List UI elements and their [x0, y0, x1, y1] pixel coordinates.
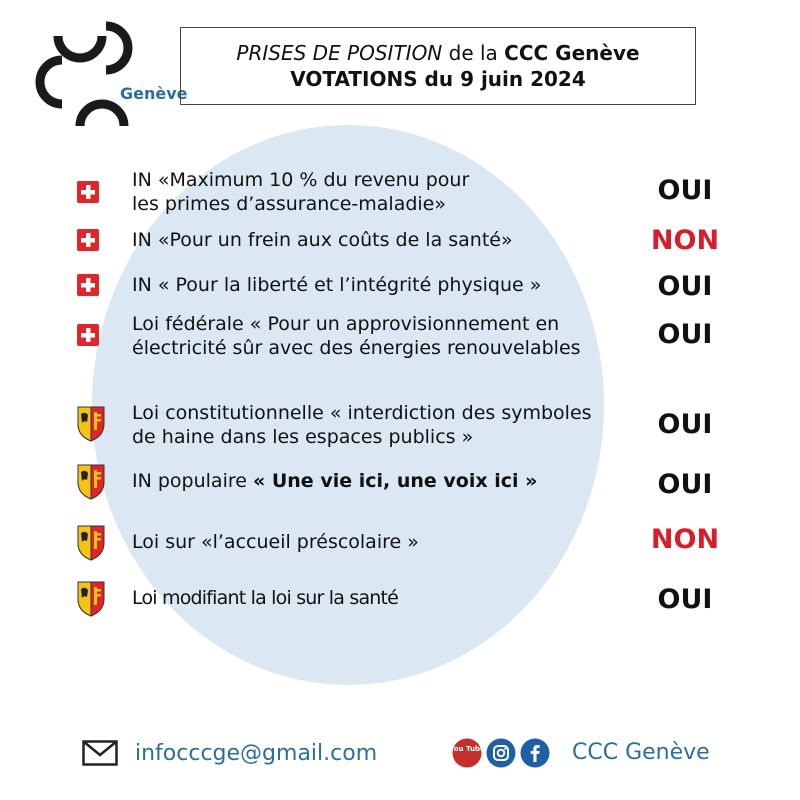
swiss-flag-icon — [77, 324, 99, 346]
item-text-prefix: IN populaire — [132, 470, 253, 492]
item-text-line1: IN «Pour un frein aux coûts de la santé» — [132, 229, 513, 251]
item-text-line1: IN « Pour la liberté et l’intégrité physique » — [132, 274, 542, 296]
item-text-line1: Loi modifiant la loi sur la santé — [132, 587, 399, 609]
item-text — [132, 273, 541, 297]
header-title — [181, 40, 695, 66]
item-text — [132, 586, 398, 610]
item-text — [132, 168, 469, 216]
item-text-line1: Loi fédérale « Pour un approvisionnement en — [132, 313, 560, 335]
vote-badge: OUI — [657, 584, 713, 615]
contact-email-link[interactable]: infocccge@gmail.com — [135, 741, 378, 766]
header-title-italic: PRISES DE POSITION — [236, 41, 443, 65]
youtube-icon-label: You Tube — [449, 745, 485, 753]
item-text — [132, 228, 513, 252]
item-text-line2: électricité sûr avec des énergies renouvelables — [132, 337, 581, 359]
logo-text: Genève — [120, 84, 188, 103]
geneva-coat-of-arms-icon — [77, 406, 105, 442]
item-text — [132, 312, 581, 360]
ccc-geneve-logo — [36, 18, 188, 133]
swiss-flag-icon — [77, 181, 99, 203]
vote-badge: OUI — [657, 469, 713, 500]
geneva-coat-of-arms-icon — [77, 464, 105, 500]
vote-badge: OUI — [657, 175, 713, 206]
item-text — [132, 401, 592, 449]
item-text-line1: IN «Maximum 10 % du revenu pour — [132, 169, 470, 191]
item-text-line1: Loi sur «l’accueil préscolaire » — [132, 531, 419, 553]
swiss-flag-icon — [77, 229, 99, 251]
item-text-bold: « Une vie ici, une voix ici » — [252, 470, 538, 492]
header-title-org: CCC Genève — [504, 41, 640, 65]
vote-badge: OUI — [657, 319, 713, 350]
header-subtitle: VOTATIONS du 9 juin 2024 — [290, 67, 586, 91]
youtube-icon[interactable] — [449, 738, 485, 768]
item-text-line2: de haine dans les espaces publics » — [132, 426, 474, 448]
item-text — [132, 469, 537, 493]
facebook-icon[interactable] — [520, 738, 550, 768]
geneva-coat-of-arms-icon — [77, 581, 105, 617]
vote-badge: NON — [650, 524, 720, 555]
header-title-mid: de la — [442, 41, 505, 65]
vote-badge: NON — [650, 225, 720, 256]
vote-badge: OUI — [657, 409, 713, 440]
footer-brand: CCC Genève — [572, 740, 710, 765]
item-text-line2: les primes d’assurance-maladie» — [132, 193, 446, 215]
logo-arcs-icon — [36, 18, 166, 133]
envelope-icon — [82, 740, 118, 766]
vote-badge: OUI — [657, 271, 713, 302]
header-box — [180, 27, 696, 105]
instagram-icon[interactable] — [486, 738, 516, 768]
swiss-flag-icon — [77, 274, 99, 296]
geneva-coat-of-arms-icon — [77, 525, 105, 561]
item-text — [132, 530, 419, 554]
item-text-line1: Loi constitutionnelle « interdiction des symboles — [132, 402, 592, 424]
